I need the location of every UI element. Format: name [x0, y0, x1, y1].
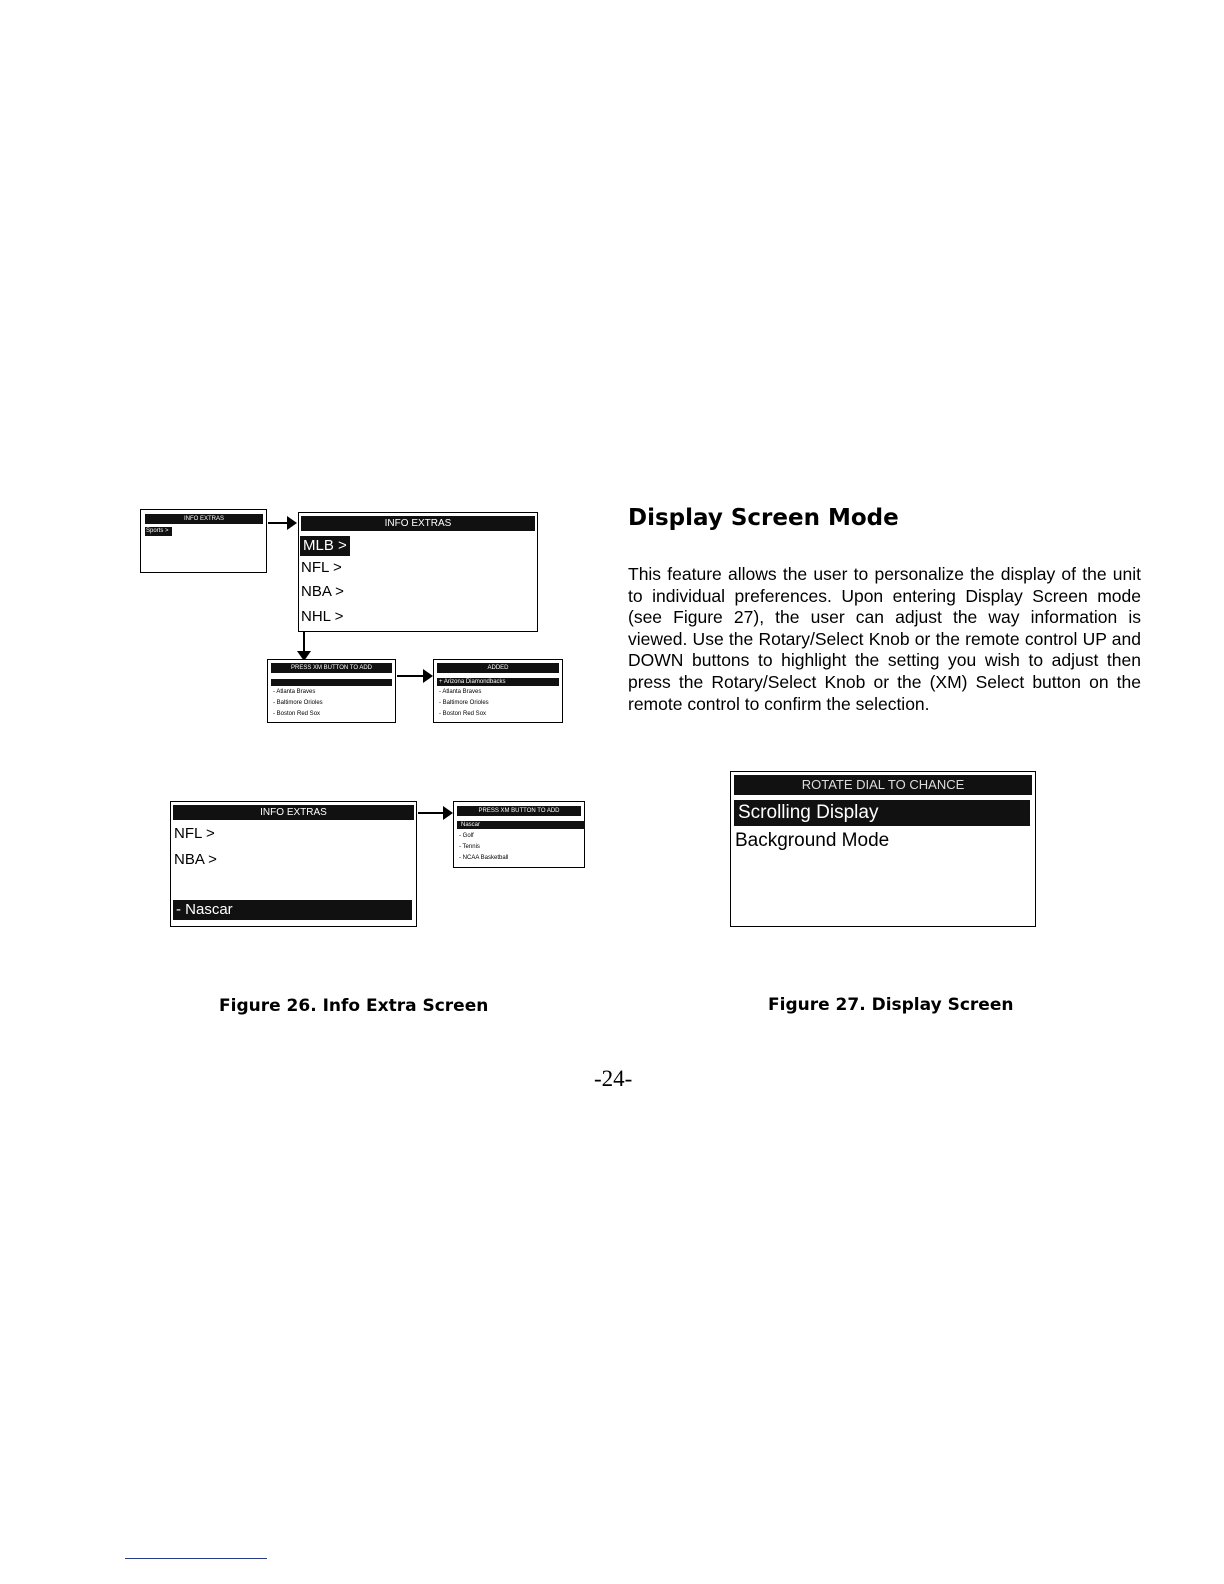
menu-item-background-mode: Background Mode	[735, 830, 890, 851]
screen-title: INFO EXTRAS	[145, 514, 263, 524]
screen-added	[433, 659, 563, 723]
team-item: - Atlanta Braves	[273, 689, 316, 695]
menu-item-nba: NBA >	[301, 583, 344, 600]
arrow-right-icon	[397, 675, 424, 677]
figure-26-caption: Figure 26. Info Extra Screen	[219, 996, 489, 1016]
arrow-right-icon	[418, 812, 444, 814]
highlighted-item: Nascar	[457, 821, 585, 829]
highlighted-item: Sports >	[145, 527, 172, 536]
sport-item: - Golf	[459, 833, 474, 839]
page-number: -24-	[594, 1066, 633, 1091]
sport-item: - Tennis	[459, 844, 480, 850]
section-paragraph: This feature allows the user to personalize the display of the unit to individual preferences. Upon entering Display Screen mode (see Figure 27), the user can adjust the way information is viewed. Use the Rotary/Select Knob or the remote control UP and DOWN buttons to highlight the setting you wish to adjust then press the Rotary/Select Knob or the (XM) Select button on the remote control to confirm the selection.	[628, 564, 1141, 714]
team-item: - Boston Red Sox	[273, 711, 321, 717]
figure-27-caption: Figure 27. Display Screen	[768, 995, 1014, 1015]
menu-item-scrolling-display: Scrolling Display	[734, 800, 1030, 826]
menu-item-nascar: - Nascar	[173, 900, 412, 920]
screen-title: INFO EXTRAS	[173, 805, 414, 820]
team-item: - Baltimore Orioles	[439, 700, 489, 706]
screen-press-xm-add-teams	[267, 659, 396, 723]
screen-title: PRESS XM BUTTON TO ADD	[271, 663, 392, 673]
screen-info-extras-small	[140, 509, 267, 573]
team-item: - Atlanta Braves	[439, 689, 482, 695]
screen-title: ROTATE DIAL TO CHANCE	[734, 775, 1032, 795]
menu-item-nba: NBA >	[174, 851, 217, 868]
team-item: - Boston Red Sox	[439, 711, 487, 717]
screen-info-extras-nascar	[170, 801, 417, 927]
screen-title: PRESS XM BUTTON TO ADD	[457, 806, 581, 816]
footnote-rule	[125, 1558, 267, 1559]
menu-item-nfl: NFL >	[301, 559, 342, 576]
sport-item: - NCAA Basketball	[459, 855, 509, 861]
menu-item-nfl: NFL >	[174, 825, 215, 842]
team-item: - Baltimore Orioles	[273, 700, 323, 706]
highlight-bar	[271, 679, 392, 686]
section-heading: Display Screen Mode	[628, 505, 899, 531]
screen-display-settings	[730, 771, 1036, 927]
highlighted-item: + Arizona Diamondbacks	[437, 678, 559, 686]
screen-press-xm-add-sports	[453, 801, 585, 868]
menu-item-mlb: MLB >	[300, 536, 350, 556]
arrow-right-icon	[268, 522, 288, 524]
screen-title: INFO EXTRAS	[301, 516, 535, 531]
screen-info-extras-leagues	[298, 512, 538, 632]
arrow-down-icon	[303, 632, 305, 652]
menu-item-nhl: NHL >	[301, 608, 344, 625]
screen-title: ADDED	[437, 663, 559, 673]
